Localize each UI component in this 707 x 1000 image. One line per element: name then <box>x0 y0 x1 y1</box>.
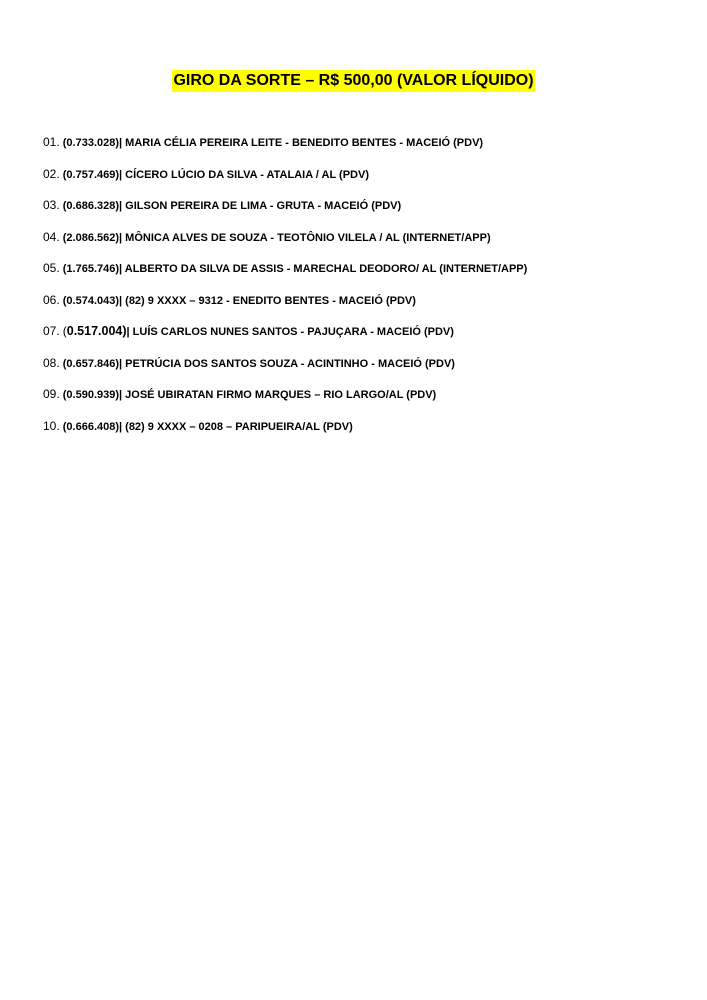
list-item <box>43 384 683 416</box>
entry-code-separator: | <box>126 326 130 338</box>
entry-code: 0.517.004) <box>66 324 127 338</box>
entry-name: (82) 9 XXXX – 0208 – PARIPUEIRA/AL (PDV) <box>125 420 353 433</box>
entry-number: 02. <box>43 166 60 181</box>
list-item <box>43 321 683 353</box>
list-item <box>43 195 683 227</box>
entry-number: 01. <box>43 135 60 149</box>
list-item <box>43 258 683 290</box>
winners-list <box>43 132 683 447</box>
entry-number: 08. <box>43 355 60 370</box>
entry-name: GILSON PEREIRA DE LIMA - GRUTA - MACEIÓ (PDV) <box>125 200 402 212</box>
entry-code-open: ( <box>62 324 67 338</box>
entry-code: (0.590.939)| <box>62 389 123 401</box>
entry-code: (0.657.846)| <box>62 357 123 370</box>
list-item <box>43 290 683 322</box>
entry-name: (82) 9 XXXX – 9312 - ENEDITO BENTES - MACEIÓ (PDV) <box>125 294 416 307</box>
entry-name: MARIA CÉLIA PEREIRA LEITE - BENEDITO BENTES - MACEIÓ (PDV) <box>125 137 484 149</box>
entry-code: (2.086.562)| <box>62 231 123 244</box>
list-item <box>43 164 683 196</box>
document-title: GIRO DA SORTE – R$ 500,00 (VALOR LÍQUIDO) <box>172 70 534 92</box>
entry-number: 07. <box>43 324 60 338</box>
entry-code: (0.757.469)| <box>62 168 123 181</box>
entry-code: (1.765.746)| <box>62 263 123 275</box>
entry-number: 04. <box>43 229 60 244</box>
list-item <box>43 227 683 259</box>
entry-name: PETRÚCIA DOS SANTOS SOUZA - ACINTINHO - MACEIÓ (PDV) <box>125 357 455 370</box>
title-container <box>0 70 707 92</box>
entry-number: 09. <box>43 387 60 401</box>
entry-code: (0.733.028)| <box>62 137 123 149</box>
entry-name: MÔNICA ALVES DE SOUZA - TEOTÔNIO VILELA / AL (INTERNET/APP) <box>125 231 491 244</box>
entry-name: LUÍS CARLOS NUNES SANTOS - PAJUÇARA - MACEIÓ (PDV) <box>132 326 454 338</box>
entry-name: ALBERTO DA SILVA DE ASSIS - MARECHAL DEODORO/ AL (INTERNET/APP) <box>124 263 528 275</box>
entry-number: 05. <box>43 261 60 275</box>
entry-code: (0.686.328)| <box>62 200 123 212</box>
list-item <box>43 132 683 164</box>
entry-code: (0.574.043)| <box>62 294 123 307</box>
entry-name: CÍCERO LÚCIO DA SILVA - ATALAIA / AL (PDV) <box>125 168 369 181</box>
list-item <box>43 416 683 448</box>
list-item <box>43 353 683 385</box>
entry-code: (0.666.408)| <box>62 420 123 433</box>
entry-number: 06. <box>43 292 60 307</box>
entry-number: 03. <box>43 198 60 212</box>
entry-name: JOSÉ UBIRATAN FIRMO MARQUES – RIO LARGO/AL (PDV) <box>125 389 437 401</box>
entry-number: 10. <box>43 418 60 433</box>
